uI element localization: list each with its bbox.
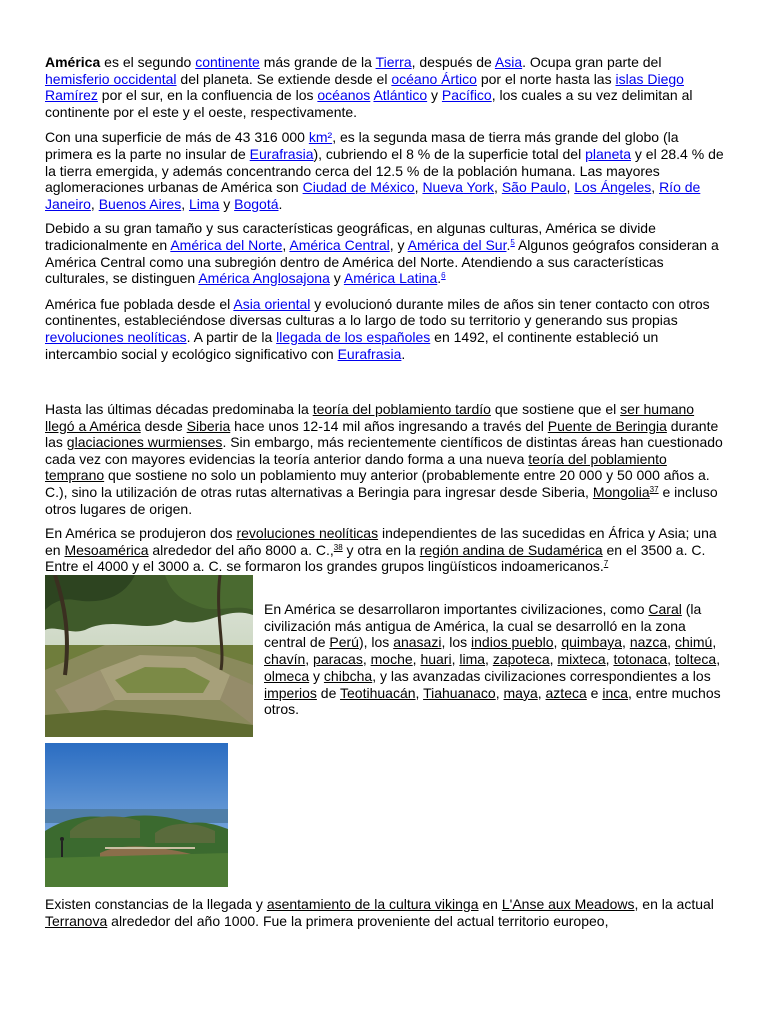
link-bogota[interactable]: Bogotá [234,195,279,212]
text: , es la segunda masa de tierra más grande del globo (la primera es la parte no insular de [45,129,679,162]
link-mixteca[interactable]: mixteca [557,651,606,668]
text: por el norte hasta las [476,70,616,87]
text: , [362,651,371,668]
link-pacifico[interactable]: Pacífico [441,87,492,104]
text: ), cubriendo el 8 % de la superficie total del [313,145,586,162]
text: , [667,651,675,668]
text: por el sur, en la confluencia de los [97,87,318,104]
link-planeta[interactable]: planeta [585,145,632,162]
link-buenos-aires[interactable]: Buenos Aires [98,195,182,212]
link-indios-pueblo[interactable]: indios pueblo [471,634,554,651]
link-quimbaya[interactable]: quimbaya [561,634,623,651]
text: y [427,87,442,104]
text: (la civilización más antigua de América, la cual se desarrolló en la zona central de [264,601,702,651]
text: , [667,634,675,651]
link-nueva-york[interactable]: Nueva York [422,179,495,196]
link-cultura-vikinga[interactable]: asentamiento de la cultura vikinga [266,896,479,913]
reference-5[interactable]: 5 [510,237,515,247]
link-asia[interactable]: Asia [494,54,523,70]
link-teoria-temprano[interactable]: teoría del poblamiento temprano [45,450,667,484]
text: , en la actual [634,896,714,913]
link-los-angeles[interactable]: Los Ángeles [574,179,652,196]
text: , [651,179,660,196]
link-caral[interactable]: Caral [648,601,682,618]
text: y [329,270,344,287]
link-chibcha[interactable]: chibcha [323,667,373,684]
link-america-central[interactable]: América Central [289,236,390,253]
link-sao-paulo[interactable]: São Paulo [501,179,567,196]
text: independientes de las sucedidas en África y Asia; una en [45,525,717,558]
paragraph-division [45,220,725,286]
link-islas-diego-ramirez[interactable]: islas Diego Ramírez [45,70,684,104]
text: , [414,179,423,196]
link-america-del-norte[interactable]: América del Norte [170,236,283,253]
link-asia-oriental[interactable]: Asia oriental [233,295,311,312]
text: , [90,195,99,212]
paragraph-teorias [45,401,725,517]
term-america: América [45,54,101,70]
text: En América se produjeron dos [45,525,237,542]
text: , [566,179,575,196]
reference-7[interactable]: 7 [603,559,609,569]
link-siberia[interactable]: Siberia [186,417,231,434]
link-glaciaciones[interactable]: glaciaciones wurmienses [66,434,223,451]
text: , entre muchos otros. [264,684,721,718]
text: , [305,651,314,668]
text: , [716,651,721,668]
link-teotihuacan[interactable]: Teotihuacán [340,684,416,701]
link-oceanos[interactable]: océanos [317,87,371,104]
text: que sostiene no solo un poblamiento muy anterior (probablemente entre 20 000 y 50 000 años a. C.), sino la utilización de otras rutas alternativas a Beringia para ingresar desde Siberia, [45,467,710,501]
link-moche[interactable]: moche [370,651,413,668]
text: , [495,684,504,701]
paragraph-poblamiento [45,296,725,362]
text: y evolucionó durante miles de años sin tener contacto con otros continentes, estableciéndose diversas culturas a lo largo de todo su territorio y generando sus propias [45,295,710,329]
text: ), los [358,634,394,651]
link-eurafrasia-2[interactable]: Eurafrasia [337,345,402,362]
civilizations-section [45,575,725,891]
paragraph-civilizaciones [264,601,724,718]
text: , [181,195,189,212]
text: , [605,651,614,668]
link-ser-humano[interactable]: ser humano llegó a América [45,401,695,434]
text: de [316,684,341,701]
link-revoluciones-neoliticas-2[interactable]: revoluciones neolíticas [236,525,379,542]
text: , [537,684,546,701]
text: y el 28.4 % de la tierra emergida, y además concentrando cerca del 12.5 % de la población humana. Las mayores aglomeraciones urbanas de América son [45,145,724,196]
text: Existen constancias de la llegada y [45,896,267,913]
reference-6[interactable]: 6 [441,271,446,281]
link-hemisferio-occidental[interactable]: hemisferio occidental [45,70,177,87]
text: , [712,634,717,651]
text: en el 3500 a. C. Entre el 4000 y el 3000 a. C. se formaron los grandes grupos lingüísticos indoamericanos. [45,541,706,575]
text: que sostiene que el [490,401,621,418]
reference-38[interactable]: 38 [333,542,343,552]
link-llegada-espanoles[interactable]: llegada de los españoles [276,328,431,345]
text: , y [389,236,408,253]
text: , después de [411,54,495,70]
reference-37[interactable]: 37 [649,485,659,495]
link-lima[interactable]: Lima [188,195,220,212]
link-continente[interactable]: continente [195,54,260,70]
link-ciudad-de-mexico[interactable]: Ciudad de México [302,179,415,196]
text: . [437,270,442,287]
text: . [401,345,406,362]
link-anasazi[interactable]: anasazi [393,634,442,651]
text: en 1492, el continente estableció un intercambio social y ecológico significativo con [45,328,659,362]
text: hace unos 12-14 mil años ingresando a través del [230,417,548,434]
link-mesoamerica[interactable]: Mesoamérica [64,541,149,558]
link-peru[interactable]: Perú [329,634,359,651]
link-america-del-sur[interactable]: América del Sur [407,236,507,253]
text: alrededor del año 8000 a. C., [148,541,334,558]
link-tiahuanaco[interactable]: Tiahuanaco [423,684,496,701]
text: , y las avanzadas civilizaciones correspondientes a los [372,667,711,684]
text: y [219,195,235,212]
link-paracas[interactable]: paracas [313,651,363,668]
text: en [478,896,502,913]
link-atlantico[interactable]: Atlántico [373,87,428,104]
link-totonaca[interactable]: totonaca [613,651,668,668]
text: más grande de la [259,54,376,70]
text: del planeta. Se extiende desde el [176,70,392,87]
text: , [451,651,460,668]
text: . Ocupa gran parte del [522,54,662,70]
paragraph-neoliticas [45,525,725,575]
link-mongolia[interactable]: Mongolia [592,484,650,501]
link-zapoteca[interactable]: zapoteca [492,651,550,668]
text: durante las [45,417,719,451]
text: y [309,667,324,684]
link-imperios[interactable]: imperios [264,684,317,701]
link-nazca[interactable]: nazca [629,634,668,651]
text: y otra en la [342,541,420,558]
link-puente-beringia[interactable]: Puente de Beringia [547,417,667,434]
link-teoria-tardio[interactable]: teoría del poblamiento tardío [312,401,491,418]
paragraph-vikingos [45,896,725,929]
link-region-andina[interactable]: región andina de Sudamérica [419,541,603,558]
link-america-latina[interactable]: América Latina [343,270,438,287]
text: América fue poblada desde el [45,295,234,312]
text: Algunos geógrafos consideran a América Central como una subregión dentro de América del Norte. Atendiendo a sus características culturales, se distinguen [45,236,719,287]
link-eurafrasia[interactable]: Eurafrasia [249,145,314,162]
text: Con una superficie de más de 43 316 000 [45,129,309,146]
text: , [622,634,630,651]
text: . [278,195,283,212]
text: alrededor del año 1000. Fue la primera proveniente del actual territorio europeo, [107,912,609,929]
article-body [45,54,725,937]
link-maya[interactable]: maya [503,684,538,701]
link-azteca[interactable]: azteca [545,684,587,701]
text: , los [441,634,472,651]
text: . A partir de la [186,328,277,345]
text: e incluso otros lugares de origen. [45,484,718,517]
link-rio-de-janeiro[interactable]: Río de Janeiro [45,179,701,212]
text: Debido a su gran tamaño y sus características geográficas, en algunas culturas, América se divide tradicionalmente en [45,220,656,253]
link-lima-civ[interactable]: lima [459,651,486,668]
paragraph-intro [45,54,725,120]
text: , [485,651,493,668]
text: En América se desarrollaron importantes civilizaciones, como [264,601,649,618]
link-huari[interactable]: huari [420,651,452,668]
text: , [549,651,558,668]
text: , [415,684,424,701]
link-america-anglosajona[interactable]: América Anglosajona [198,270,330,287]
link-inca[interactable]: inca [602,684,629,701]
link-terranova[interactable]: Terranova [45,912,108,929]
text: . Sin embargo, más recientemente científicos de distintas áreas han cuestionado cada vez con mayores evidencias la teoría anterior dando forma a una nueva [45,434,723,467]
text: , [494,179,502,196]
link-tierra[interactable]: Tierra [375,54,412,70]
text: es el segundo [100,54,196,70]
text: , [282,236,290,253]
text: , los cuales a su vez delimitan al continente por el este y el oeste, respectivamente. [45,87,693,120]
link-tolteca[interactable]: tolteca [674,651,717,668]
text: desde [140,417,187,434]
link-lanse-aux-meadows[interactable]: L'Anse aux Meadows [501,896,635,913]
link-olmeca[interactable]: olmeca [264,667,310,684]
paragraph-superficie [45,129,725,212]
lanse-aux-meadows-photo [45,743,228,887]
link-revoluciones-neoliticas[interactable]: revoluciones neolíticas [45,328,187,345]
link-chavin[interactable]: chavín [264,651,306,668]
text: e [586,684,603,701]
link-oceano-artico[interactable]: océano Ártico [391,70,477,87]
text: , [553,634,562,651]
link-km2[interactable]: km² [308,129,333,146]
ballcourt-ruins-photo [45,575,253,737]
link-chimu[interactable]: chimú [674,634,713,651]
text: , [412,651,421,668]
text: . [506,236,511,253]
text: Hasta las últimas décadas predominaba la [45,401,313,418]
